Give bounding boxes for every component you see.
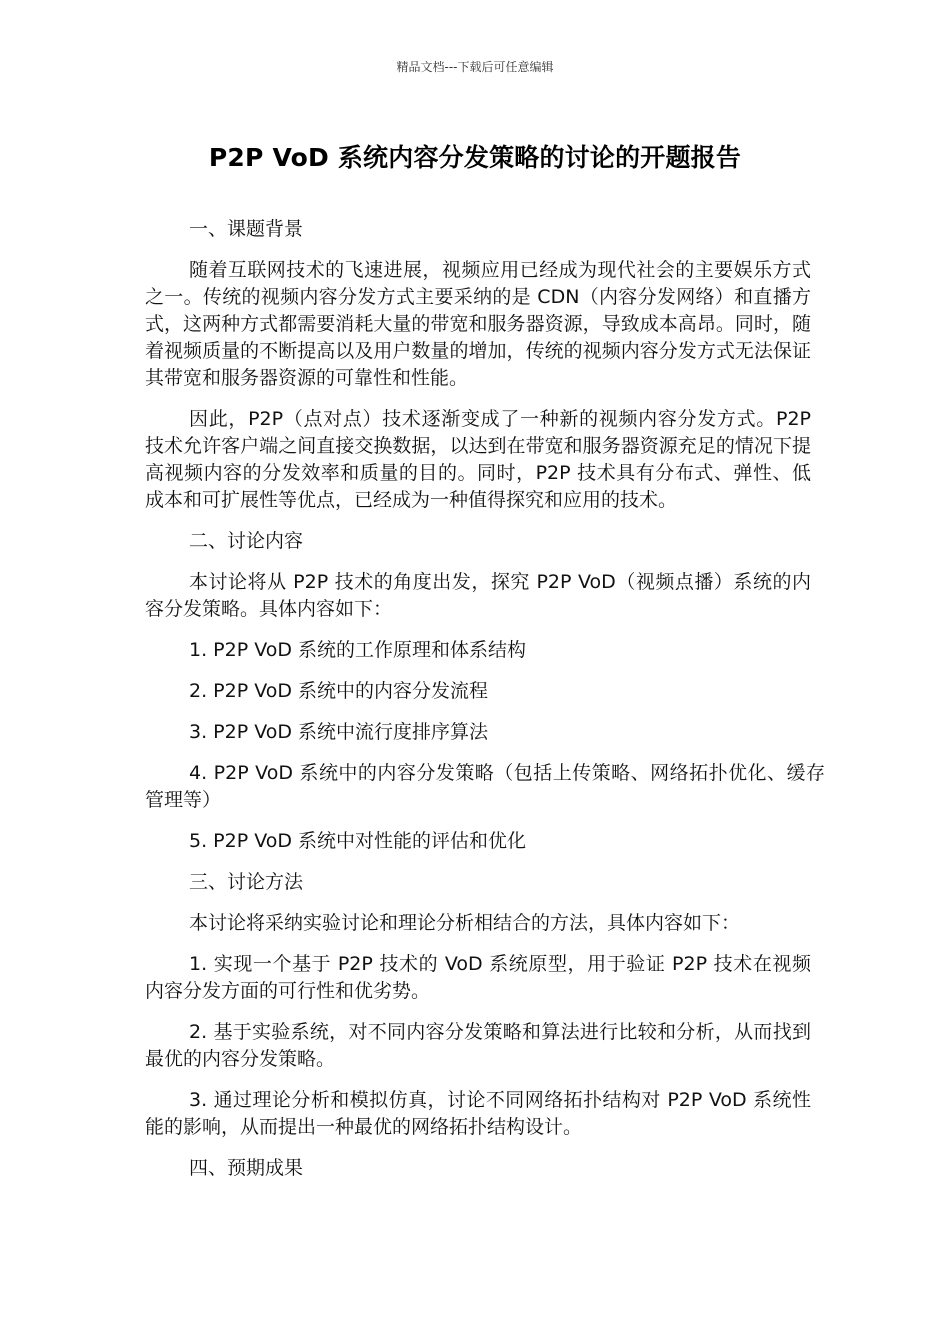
content-list-item: 2. P2P VoD 系统中的内容分发流程 [189,680,489,702]
section-heading-content: 二、讨论内容 [189,530,304,552]
content-list-item: 4. P2P VoD 系统中的内容分发策略（包括上传策略、网络拓扑优化、缓存管理等） [145,762,825,811]
content-intro-paragraph: 本讨论将从 P2P 技术的角度出发，探究 P2P VoD（视频点播）系统的内容分发策略。具体内容如下： [145,571,811,620]
background-paragraph-2: 因此，P2P（点对点）技术逐渐变成了一种新的视频内容分发方式。P2P 技术允许客户端之间直接交换数据，以达到在带宽和服务器资源充足的情况下提高视频内容的分发效率和质量的目的。同时，P2P 技术具有分布式、弹性、低成本和可扩展性等优点，已经成为一种值得探究和应用的技术。 [145,408,811,511]
method-list-item: 3. 通过理论分析和模拟仿真，讨论不同网络拓扑结构对 P2P VoD 系统性能的影响，从而提出一种最优的网络拓扑结构设计。 [145,1089,811,1138]
document-body [145,216,825,1196]
page-header-watermark: 精品文档---下载后可任意编辑 [396,60,554,74]
background-paragraph-1: 随着互联网技术的飞速进展，视频应用已经成为现代社会的主要娱乐方式之一。传统的视频内容分发方式主要采纳的是 CDN（内容分发网络）和直播方式，这两种方式都需要消耗大量的带宽和服务器资源，导致成本高昂。同时，随着视频质量的不断提高以及用户数量的增加，传统的视频内容分发方式无法保证其带宽和服务器资源的可靠性和性能。 [145,259,811,389]
section-heading-expected-results: 四、预期成果 [189,1157,304,1179]
method-list-item: 1. 实现一个基于 P2P 技术的 VoD 系统原型，用于验证 P2P 技术在视频内容分发方面的可行性和优劣势。 [145,953,811,1002]
content-list-item: 5. P2P VoD 系统中对性能的评估和优化 [189,830,527,852]
method-intro-paragraph: 本讨论将采纳实验讨论和理论分析相结合的方法，具体内容如下： [189,912,741,934]
content-list-item: 3. P2P VoD 系统中流行度排序算法 [189,721,489,743]
method-list-item: 2. 基于实验系统，对不同内容分发策略和算法进行比较和分析，从而找到最优的内容分发策略。 [145,1021,811,1070]
content-list-item: 1. P2P VoD 系统的工作原理和体系结构 [189,639,527,661]
document-title: P2P VoD 系统内容分发策略的讨论的开题报告 [208,143,742,172]
section-heading-background: 一、课题背景 [189,218,304,240]
section-heading-method: 三、讨论方法 [189,871,304,893]
